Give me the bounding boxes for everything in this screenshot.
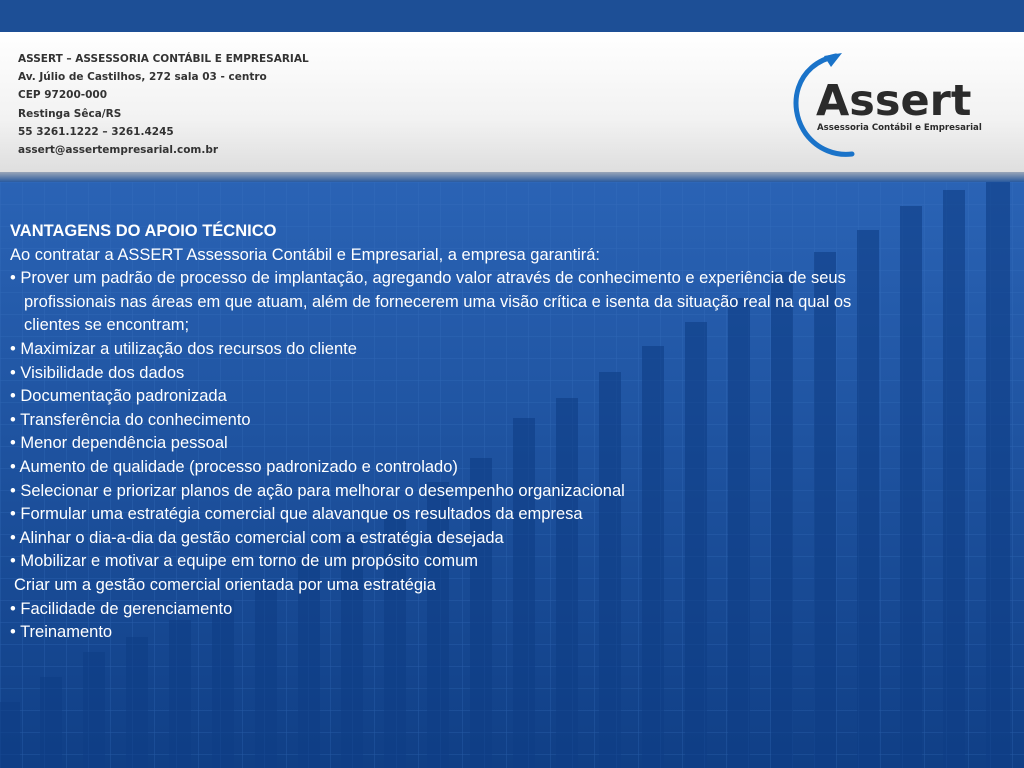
bullet-item: • Alinhar o dia-a-dia da gestão comercial com a estratégia desejada [10, 528, 504, 547]
bullet-item: • Visibilidade dos dados [10, 363, 185, 382]
email-address: assert@assertempresarial.com.br [18, 144, 219, 157]
phone-numbers: 55 3261.1222 – 3261.4245 [18, 125, 174, 138]
bullet-item: • Facilidade de gerenciamento [10, 599, 233, 618]
bullet-item: • Documentação padronizada [10, 387, 227, 406]
bullet-item: • Selecionar e priorizar planos de ação para melhorar o desempenho organizacional [10, 481, 625, 500]
bullet-item: • Aumento de qualidade (processo padronizado e controlado) [10, 457, 458, 476]
top-band [0, 0, 1024, 32]
section-title: VANTAGENS DO APOIO TÉCNICO [10, 222, 277, 240]
plain-item: Criar um a gestão comercial orientada por uma estratégia [14, 575, 436, 594]
bullet-continuation: clientes se encontram; [24, 316, 190, 335]
bullet-item: • Transferência do conhecimento [10, 410, 251, 429]
bullet-item: • Maximizar a utilização dos recursos do cliente [10, 339, 357, 358]
contact-info [18, 50, 309, 159]
bullet-item: • Treinamento [10, 623, 113, 642]
city-state: Restinga Sêca/RS [18, 107, 122, 120]
intro-text: Ao contratar a ASSERT Assessoria Contábil e Empresarial, a empresa garantirá: [10, 245, 601, 264]
logo-tagline: Assessoria Contábil e Empresarial [817, 123, 982, 133]
bullet-continuation: profissionais nas áreas em que atuam, além de fornecerem uma visão crítica e isenta da situação real na qual os [24, 292, 852, 311]
bullet-item: • Mobilizar e motivar a equipe em torno de um propósito comum [10, 552, 478, 571]
header-divider [0, 172, 1024, 182]
address-line: Av. Júlio de Castilhos, 272 sala 03 - centro [18, 71, 267, 84]
logo-name: Assert [816, 76, 972, 126]
company-name: ASSERT – ASSESSORIA CONTÁBIL E EMPRESARIAL [18, 53, 309, 65]
bullet-item: • Prover um padrão de processo de implantação, agregando valor através de conhecimento e experiência de seus [10, 269, 846, 288]
advantages-content [10, 220, 1022, 645]
assert-logo [784, 50, 994, 158]
bullet-item: • Formular uma estratégia comercial que alavanque os resultados da empresa [10, 505, 583, 524]
postal-code: CEP 97200-000 [18, 89, 108, 102]
bullet-item: • Menor dependência pessoal [10, 434, 228, 453]
